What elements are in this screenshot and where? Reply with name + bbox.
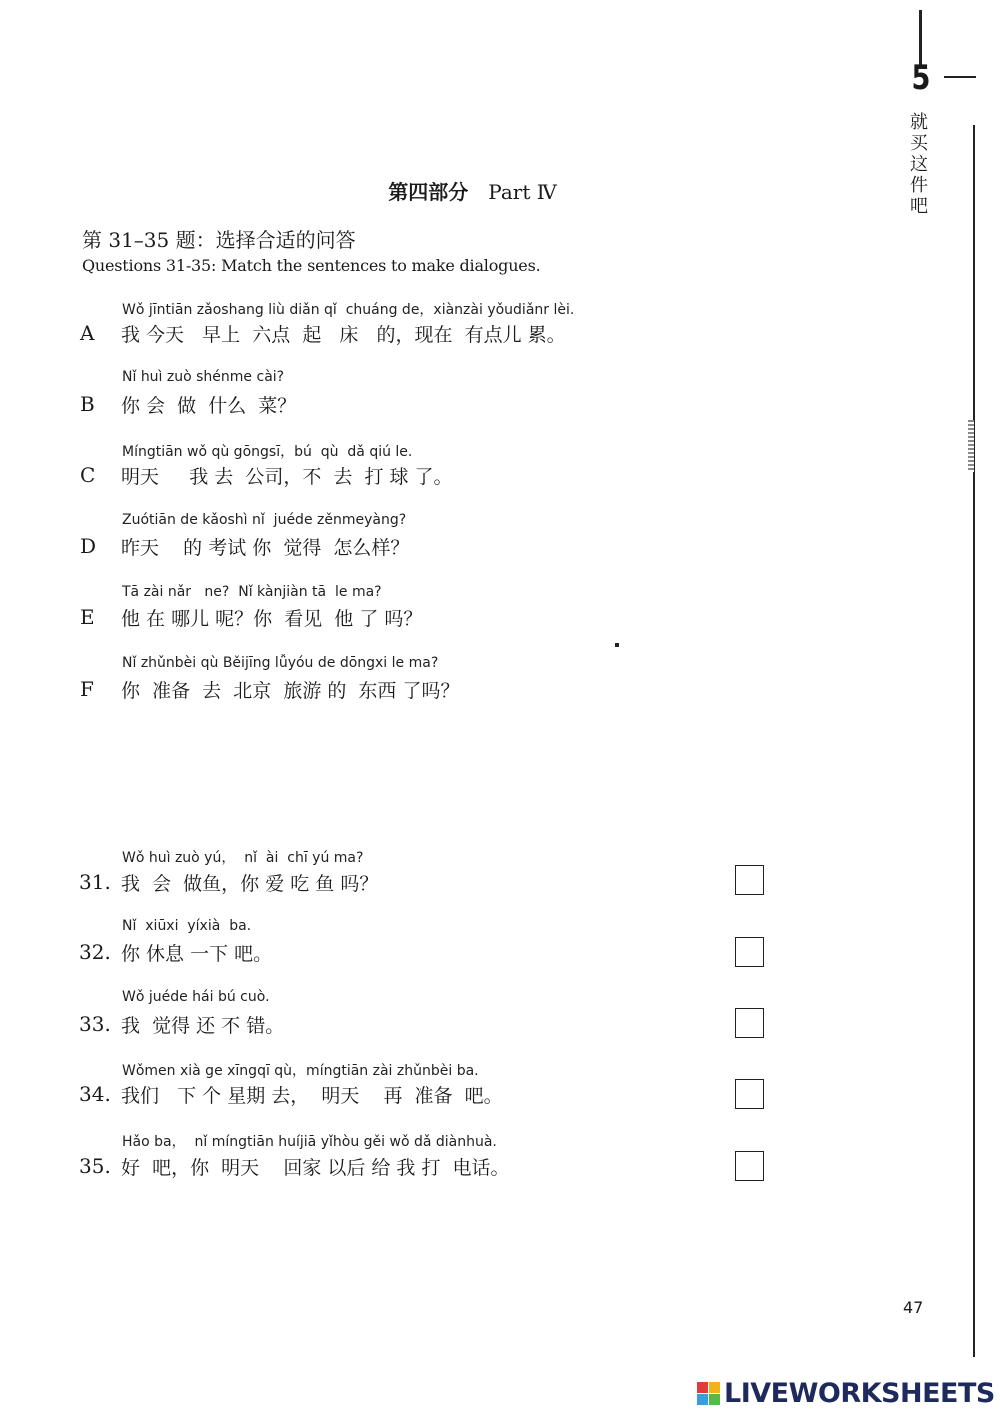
question-hanzi: 我们 下 个 星期 去， 明天 再 准备 吧。 <box>121 1085 503 1107</box>
option-label: A <box>80 321 95 345</box>
stray-dot <box>615 643 619 647</box>
question-number: 32. <box>79 940 111 964</box>
question-number: 33. <box>79 1012 111 1036</box>
question-hanzi: 好 吧，你 明天 回家 以后 给 我 打 电话。 <box>121 1157 510 1179</box>
option-label: B <box>80 392 95 416</box>
option-pinyin: Tā zài nǎr ne? Nǐ kànjiàn tā le ma? <box>122 584 382 600</box>
option-label: C <box>80 463 96 487</box>
option-pinyin: Nǐ zhǔnbèi qù Běijīng lǚyóu de dōngxi le ma? <box>122 655 439 671</box>
answer-box-34[interactable] <box>735 1079 764 1109</box>
option-hanzi: 他 在 哪儿 呢？你 看见 他 了 吗？ <box>121 608 423 630</box>
section-title-cn: 第四部分 <box>388 180 469 204</box>
question-pinyin: Nǐ xiūxi yíxià ba. <box>122 918 252 934</box>
question-pinyin: Wǒ juéde hái bú cuò. <box>122 989 270 1005</box>
page-number: 47 <box>903 1298 924 1317</box>
answer-box-32[interactable] <box>735 937 764 967</box>
answer-box-33[interactable] <box>735 1008 764 1038</box>
question-hanzi: 你 休息 一下 吧。 <box>121 943 273 965</box>
chapter-rule <box>944 76 976 78</box>
option-hanzi: 你 准备 去 北京 旅游 的 东西 了吗？ <box>121 680 460 702</box>
answer-box-35[interactable] <box>735 1151 764 1181</box>
option-pinyin: Nǐ huì zuò shénme cài? <box>122 369 285 385</box>
question-pinyin: Wǒmen xià ge xīngqī qù，míngtiān zài zhǔnbèi ba. <box>122 1063 479 1079</box>
section-title-en: Part Ⅳ <box>488 180 557 204</box>
option-hanzi: 昨天 的 考试 你 觉得 怎么样？ <box>121 537 410 559</box>
page-edge-mark <box>968 420 974 472</box>
question-number: 31. <box>79 870 111 894</box>
question-hanzi: 我 觉得 还 不 错。 <box>121 1015 285 1037</box>
margin-rule-right <box>973 125 975 1357</box>
option-pinyin: Wǒ jīntiān zǎoshang liù diǎn qǐ chuáng de，xiànzài yǒudiǎnr lèi. <box>122 302 575 318</box>
option-hanzi: 明天 我 去 公司，不 去 打 球 了。 <box>121 466 453 488</box>
question-hanzi: 我 会 做鱼，你 爱 吃 鱼 吗？ <box>121 873 379 895</box>
section-title <box>0 176 945 205</box>
question-number: 35. <box>79 1154 111 1178</box>
option-hanzi: 你 会 做 什么 菜？ <box>121 395 297 417</box>
watermark-text: LIVEWORKSHEETS <box>724 1378 995 1409</box>
question-number: 34. <box>79 1082 111 1106</box>
question-pinyin: Wǒ huì zuò yú， nǐ ài chī yú ma? <box>122 850 364 866</box>
answer-box-31[interactable] <box>735 865 764 895</box>
chapter-title: 就买这件吧 <box>910 112 928 217</box>
option-label: E <box>80 605 95 629</box>
option-hanzi: 我 今天 早上 六点 起 床 的，现在 有点儿 累。 <box>121 324 566 346</box>
question-pinyin: Hǎo ba， nǐ míngtiān huíjiā yǐhòu gěi wǒ dǎ diànhuà. <box>122 1134 497 1150</box>
liveworksheets-logo-icon <box>697 1382 720 1405</box>
instructions-en: Questions 31-35: Match the sentences to make dialogues. <box>82 256 541 275</box>
chapter-number: 5 <box>911 58 931 98</box>
margin-rule-top <box>919 10 922 65</box>
option-pinyin: Míngtiān wǒ qù gōngsī，bú qù dǎ qiú le. <box>122 444 413 460</box>
option-label: F <box>80 677 94 701</box>
watermark <box>697 1378 995 1409</box>
instructions-cn: 第 31–35 题：选择合适的问答 <box>82 228 356 252</box>
option-pinyin: Zuótiān de kǎoshì nǐ juéde zěnmeyàng? <box>122 512 407 528</box>
option-label: D <box>80 534 97 558</box>
